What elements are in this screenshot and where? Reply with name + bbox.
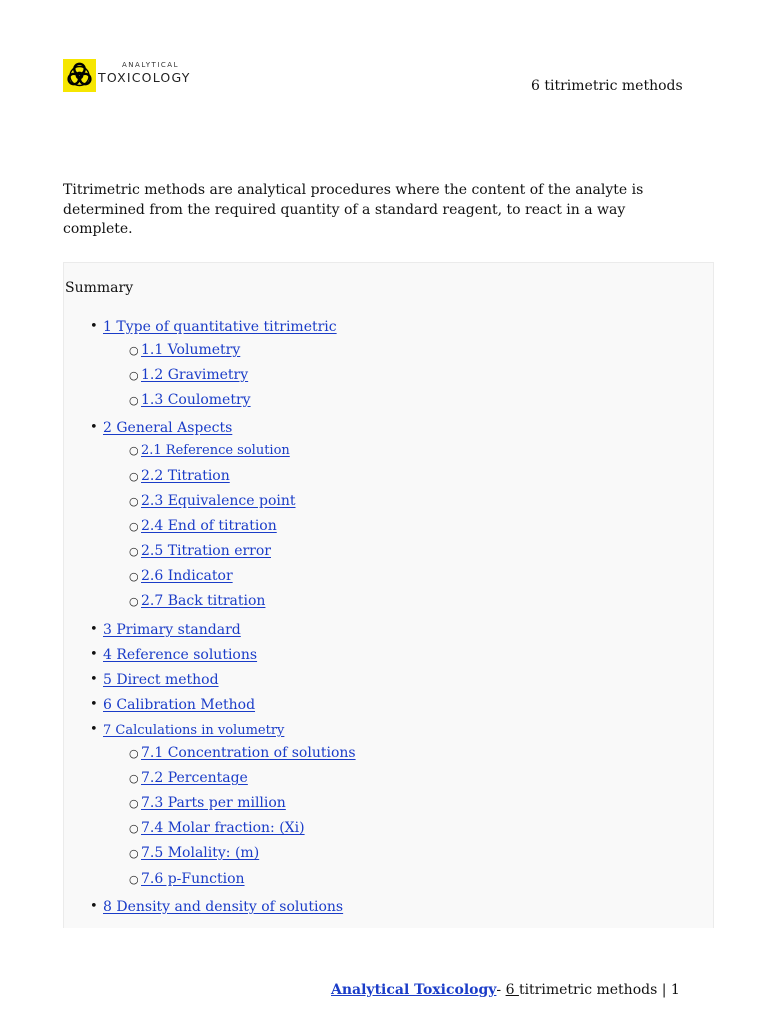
toc-item <box>90 419 240 437</box>
toc-item <box>90 621 241 639</box>
toc-link[interactable]: 2 General Aspects <box>103 420 233 436</box>
biohazard-icon <box>63 59 96 92</box>
toc-link[interactable]: 2.2 Titration <box>141 468 230 484</box>
toc-link[interactable]: 5 Direct method <box>103 672 219 688</box>
toc-item <box>90 318 355 336</box>
circle-bullet-icon: ○ <box>129 797 139 810</box>
circle-bullet-icon: ○ <box>129 545 139 558</box>
toc-item <box>129 467 230 485</box>
bullet-icon: • <box>90 899 98 914</box>
toc-link[interactable]: 7.3 Parts per million <box>141 795 286 811</box>
circle-bullet-icon: ○ <box>129 520 139 533</box>
toc-item <box>90 696 291 714</box>
circle-bullet-icon: ○ <box>129 344 139 357</box>
document-title: 6 titrimetric methods <box>531 78 683 94</box>
logo-wordmark <box>98 58 198 92</box>
toc-item <box>129 844 260 862</box>
toc-link[interactable]: 3 Primary standard <box>103 622 241 638</box>
bullet-icon: • <box>90 672 98 687</box>
toc-link[interactable]: 2.4 End of titration <box>141 518 277 534</box>
toc-item <box>90 898 409 916</box>
toc-item <box>129 517 277 535</box>
circle-bullet-icon: ○ <box>129 394 139 407</box>
footer-separator: - <box>496 982 506 998</box>
circle-bullet-icon: ○ <box>129 570 139 583</box>
toc-link[interactable]: 4 Reference solutions <box>103 647 258 663</box>
bullet-icon: • <box>90 319 98 334</box>
table-of-contents <box>63 262 714 928</box>
footer-site-link[interactable]: Analytical Toxicology <box>331 982 497 998</box>
toc-link[interactable]: 2.6 Indicator <box>141 568 233 584</box>
toc-link[interactable]: 7.2 Percentage <box>141 770 248 786</box>
toc-item <box>129 744 366 762</box>
toc-item <box>129 794 300 812</box>
toc-item <box>129 341 246 359</box>
logo-small-text: ANALYTICAL <box>122 61 179 69</box>
toc-link[interactable]: 7.6 p-Function <box>141 871 245 887</box>
toc-link[interactable]: 7.5 Molality: (m) <box>141 845 260 861</box>
toc-link[interactable]: 7 Calculations in volumetry <box>103 723 285 738</box>
toc-link[interactable]: 1.2 Gravimetry <box>141 367 249 383</box>
bullet-icon: • <box>90 420 98 435</box>
toc-link[interactable]: 1.1 Volumetry <box>141 342 241 358</box>
bullet-icon: • <box>90 622 98 637</box>
circle-bullet-icon: ○ <box>129 470 139 483</box>
toc-link[interactable]: 6 Calibration Method <box>103 697 256 713</box>
circle-bullet-icon: ○ <box>129 747 139 760</box>
toc-item <box>129 769 256 787</box>
toc-link[interactable]: 1.3 Coulometry <box>141 392 251 408</box>
logo-big-text: TOXICOLOGY <box>98 70 191 85</box>
toc-item <box>129 542 289 560</box>
toc-item <box>129 567 241 585</box>
toc-item <box>129 819 321 837</box>
toc-link[interactable]: 7.4 Molar fraction: (Xi) <box>141 820 305 836</box>
bullet-icon: • <box>90 697 98 712</box>
toc-link[interactable]: 2.1 Reference solution <box>141 443 290 458</box>
circle-bullet-icon: ○ <box>129 822 139 835</box>
toc-item <box>129 492 308 510</box>
circle-bullet-icon: ○ <box>129 495 139 508</box>
circle-bullet-icon: ○ <box>129 369 139 382</box>
bullet-icon: • <box>90 647 98 662</box>
circle-bullet-icon: ○ <box>129 772 139 785</box>
intro-paragraph: Titrimetric methods are analytical procedures where the content of the analyte is determined from the required quantity of a standard reagent, to react in a way complete. <box>63 182 644 237</box>
footer-page-ref: 6 <box>505 982 519 998</box>
toc-link[interactable]: 2.7 Back titration <box>141 593 266 609</box>
toc-item <box>90 671 233 689</box>
toc-link[interactable]: 8 Density and density of solutions <box>103 899 344 915</box>
toc-link[interactable]: 7.1 Concentration of solutions <box>141 745 356 761</box>
circle-bullet-icon: ○ <box>129 847 139 860</box>
circle-bullet-icon: ○ <box>129 873 139 886</box>
toc-item <box>129 592 289 610</box>
toc-item <box>90 646 265 664</box>
toc-item <box>129 441 290 460</box>
toc-item <box>90 721 285 740</box>
page-footer <box>331 982 680 998</box>
toc-item <box>129 366 254 384</box>
circle-bullet-icon: ○ <box>129 444 139 457</box>
bullet-icon: • <box>90 722 98 737</box>
toc-link[interactable]: 2.5 Titration error <box>141 543 271 559</box>
footer-title: titrimetric methods | 1 <box>518 982 680 998</box>
toc-item <box>129 391 257 409</box>
toc-item <box>129 870 245 888</box>
site-logo <box>63 58 198 92</box>
toc-title: Summary <box>65 280 134 296</box>
toc-link[interactable]: 2.3 Equivalence point <box>141 493 296 509</box>
circle-bullet-icon: ○ <box>129 595 139 608</box>
toc-link[interactable]: 1 Type of quantitative titrimetric <box>103 319 337 335</box>
